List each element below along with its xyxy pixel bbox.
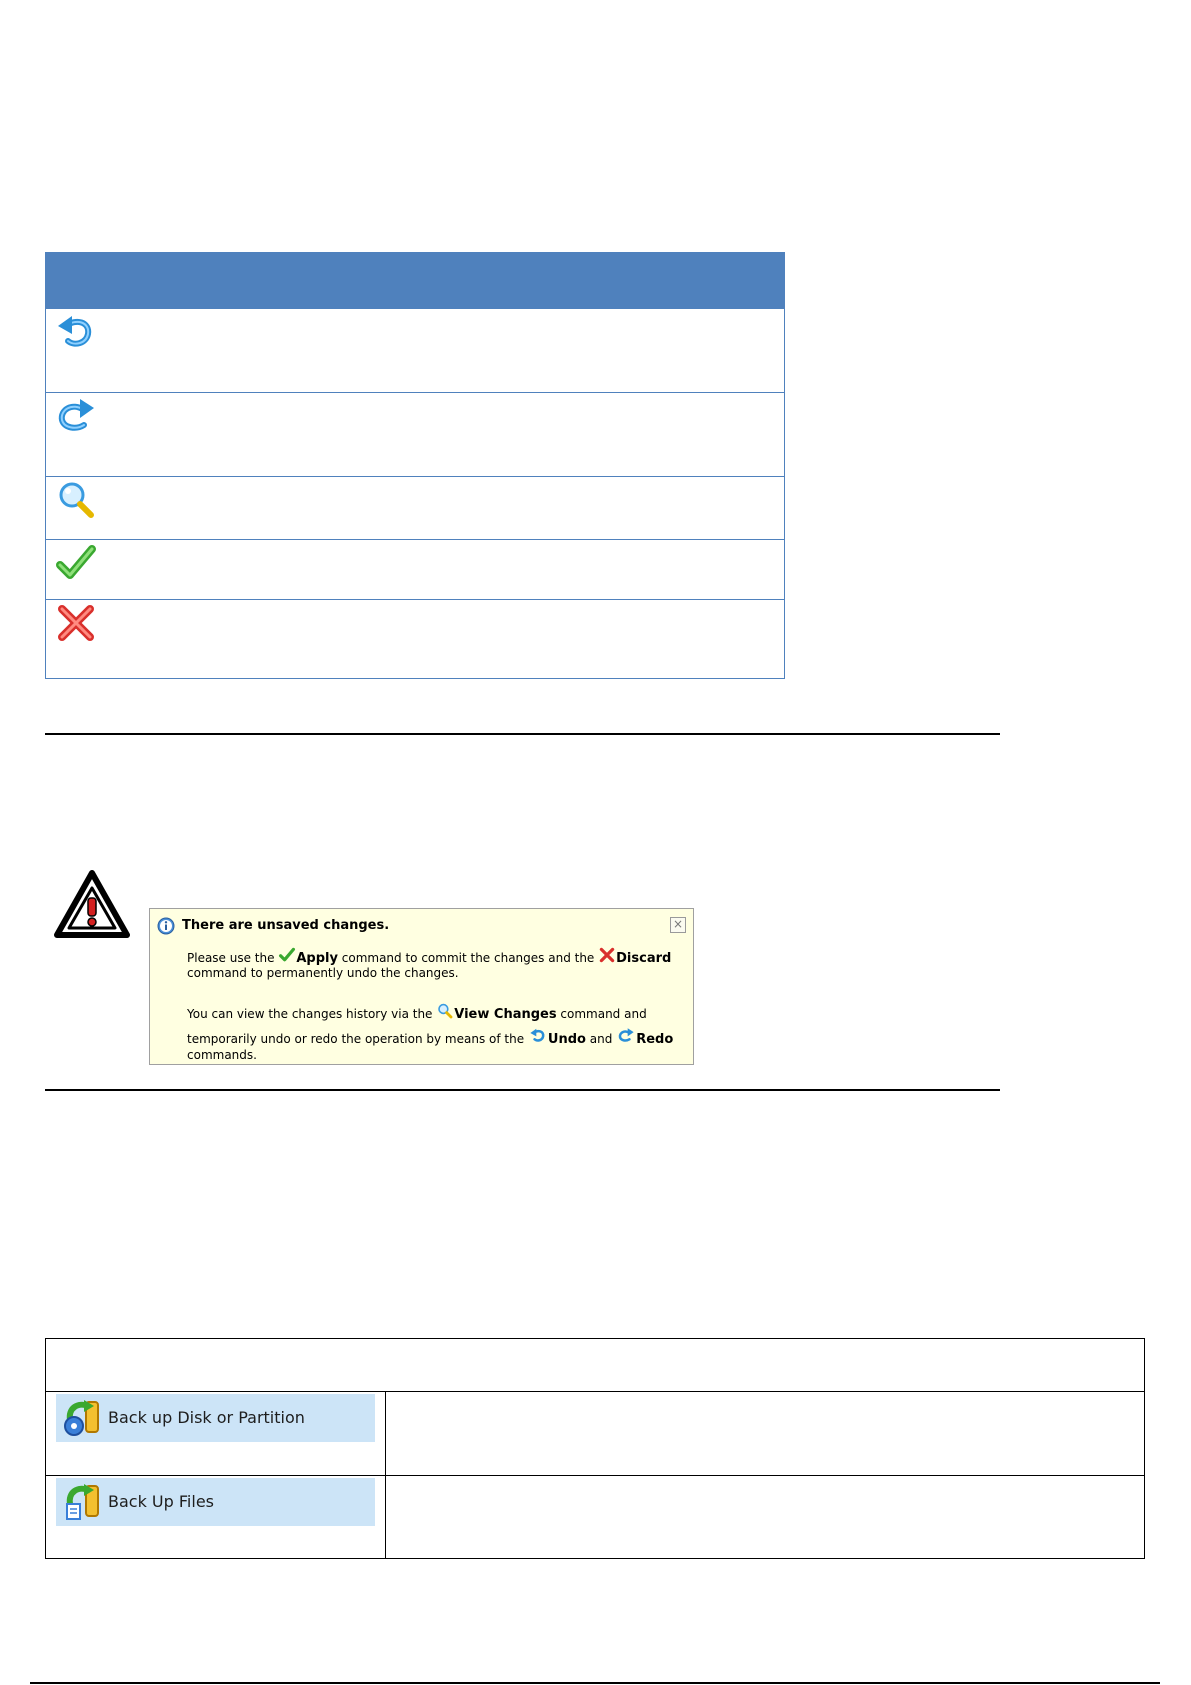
notice-text: You can view the changes history via the <box>187 1007 437 1021</box>
notice-title: There are unsaved changes. <box>182 918 390 933</box>
backup-disk-label: Back up Disk or Partition <box>108 1408 305 1427</box>
backup-files-icon <box>62 1482 102 1522</box>
undo-icon <box>528 1027 548 1044</box>
discard-command-label: Discard <box>616 951 672 966</box>
notice-line-5: commands. <box>187 1048 257 1062</box>
notice-line-1 <box>187 947 671 966</box>
warning-icon <box>54 870 130 938</box>
notice-text: and <box>585 1032 617 1046</box>
notice-line-3 <box>187 1003 647 1022</box>
table-row-apply <box>46 539 784 599</box>
apply-icon <box>278 947 296 963</box>
redo-icon <box>616 1027 636 1044</box>
backup-table <box>45 1338 1145 1559</box>
apply-icon <box>56 543 96 583</box>
discard-icon <box>56 603 96 643</box>
apply-command-label: Apply <box>296 951 338 966</box>
view-changes-icon <box>436 1003 454 1019</box>
table-row <box>46 1391 1144 1475</box>
notice-line-2: command to permanently undo the changes. <box>187 966 459 980</box>
info-icon <box>157 917 175 935</box>
divider-top <box>45 733 1000 735</box>
footer-divider <box>30 1682 1160 1684</box>
commands-table-header <box>46 253 784 308</box>
table-row-redo <box>46 392 784 476</box>
undo-icon <box>56 312 96 352</box>
notice-text: command to commit the changes and the <box>337 951 599 965</box>
backup-disk-button[interactable] <box>56 1394 375 1442</box>
redo-command-label: Redo <box>636 1032 674 1047</box>
backup-disk-icon <box>62 1398 102 1438</box>
table-row <box>46 1475 1144 1559</box>
table-row-view-changes <box>46 476 784 539</box>
notice-text: Please use the <box>187 951 279 965</box>
divider-bottom <box>45 1089 1000 1091</box>
backup-files-button[interactable] <box>56 1478 375 1526</box>
undo-command-label: Undo <box>547 1032 586 1047</box>
unsaved-changes-panel <box>149 908 694 1065</box>
discard-icon <box>598 947 616 963</box>
table-row-discard <box>46 599 784 679</box>
backup-files-label: Back Up Files <box>108 1492 214 1511</box>
close-icon: × <box>672 917 684 931</box>
notice-line-4 <box>187 1027 673 1047</box>
notice-text: temporarily undo or redo the operation by means of the <box>187 1032 528 1046</box>
commands-table <box>45 252 785 679</box>
close-button[interactable] <box>670 917 686 933</box>
view-changes-icon <box>56 480 96 520</box>
view-changes-command-label: View Changes <box>454 1007 557 1022</box>
redo-icon <box>56 396 96 436</box>
table-row-undo <box>46 308 784 392</box>
notice-text: command and <box>556 1007 647 1021</box>
